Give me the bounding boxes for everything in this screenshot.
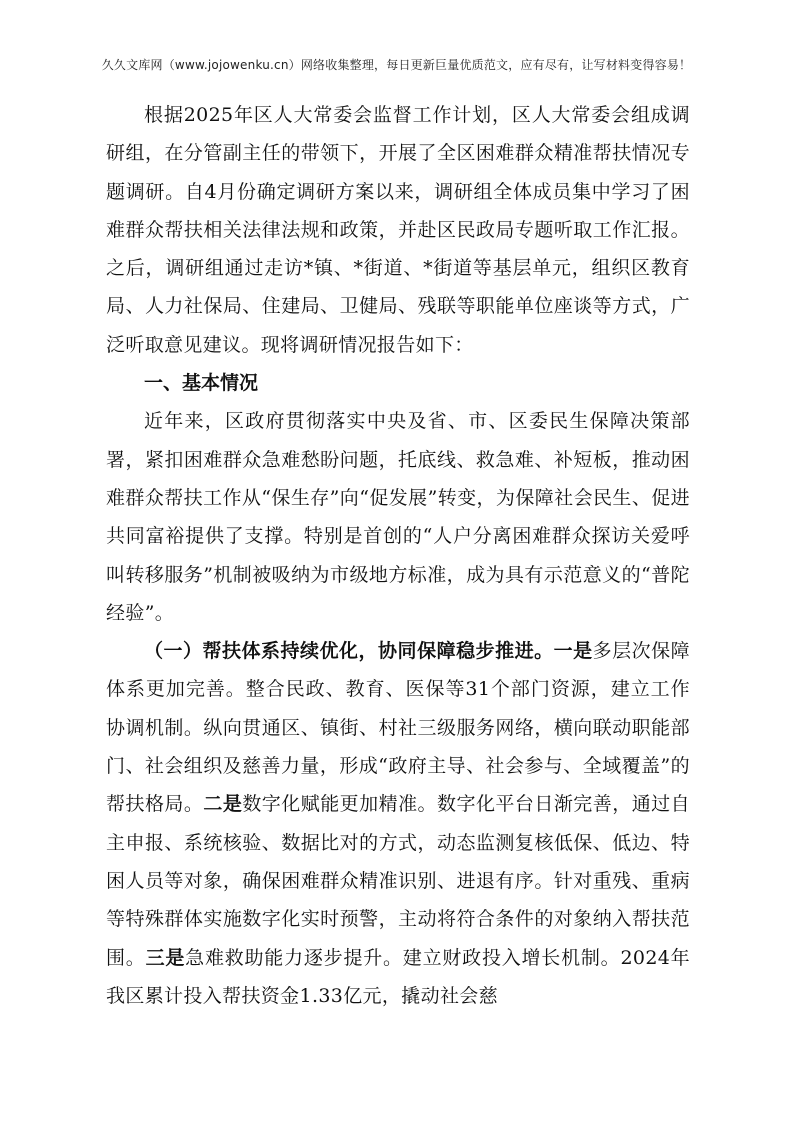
- point-label-2: 二是: [203, 793, 243, 816]
- page-header-banner: 久久文库网（www.jojowenku.cn）网络收集整理，每日更新巨量优质范文，应有尽有，让写材料变得容易！: [101, 58, 692, 72]
- point-label-1: 一是: [553, 640, 593, 663]
- section-heading-basic-situation: 一、基本情况: [144, 372, 259, 395]
- point-text-3: 急难救助能力逐步提升。建立财政投入增长机制。2024年我区累计投入帮扶资金1.33亿元，撬动社会慈: [106, 946, 690, 1007]
- intro-paragraph: 根据2025年区人大常委会监督工作计划，区人大常委会组成调研组，在分管副主任的带领下，开展了全区困难群众精准帮扶情况专题调研。自4月份确定调研方案以来，调研组全体成员集中学习了困难群众帮扶相关法律法规和政策，并赴区民政局专题听取工作汇报。之后，调研组通过走访*镇、*街道、*街道等基层单元，组织区教育局、人力社保局、住建局、卫健局、残联等职能单位座谈等方式，广泛听取意见建议。现将调研情况报告如下：: [106, 104, 690, 356]
- document-body: [106, 96, 690, 1015]
- point-text-2: 数字化赋能更加精准。数字化平台日渐完善，通过自主申报、系统核验、数据比对的方式，动态监测复核低保、低边、特困人员等对象，确保困难群众精准识别、进退有序。针对重残、重病等特殊群体实施数字化实时预警，主动将符合条件的对象纳入帮扶范围。: [106, 793, 690, 969]
- subsection-paragraph: [106, 632, 690, 1015]
- section-paragraph: 近年来，区政府贯彻落实中央及省、市、区委民生保障决策部署，紧扣困难群众急难愁盼问题，托底线、救急难、补短板，推动困难群众帮扶工作从“保生存”向“促发展”转变，为保障社会民生、促进共同富裕提供了支撑。特别是首创的“人户分离困难群众探访关爱呼叫转移服务”机制被吸纳为市级地方标准，成为具有示范意义的“普陀经验”。: [106, 410, 690, 624]
- point-text-1: 多层次保障体系更加完善。整合民政、教育、医保等31个部门资源，建立工作协调机制。纵向贯通区、镇街、村社三级服务网络，横向联动职能部门、社会组织及慈善力量，形成“政府主导、社会参与、全域覆盖”的帮扶格局。: [106, 640, 690, 816]
- subsection-title: （一）帮扶体系持续优化，协同保障稳步推进。: [144, 640, 554, 663]
- point-label-3: 三是: [145, 946, 186, 969]
